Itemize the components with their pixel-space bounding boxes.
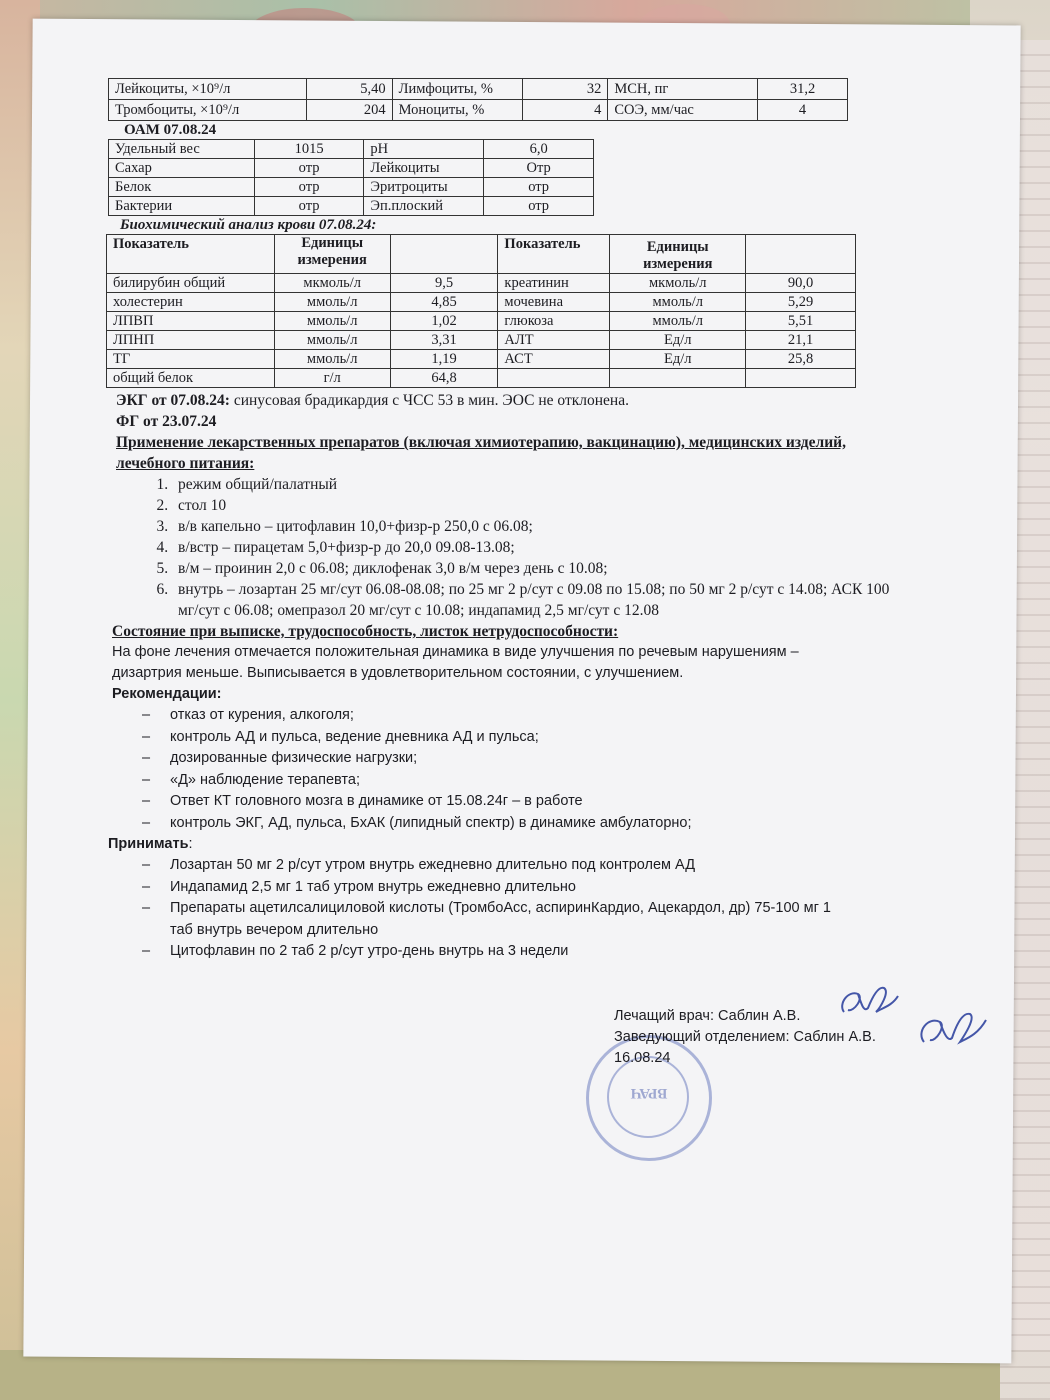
- table-row: холестерин ммоль/л 4,85 мочевина ммоль/л 5,29: [107, 293, 856, 312]
- document-content: [104, 78, 890, 963]
- ekg-line: [116, 390, 884, 411]
- signature-doctor: [834, 978, 904, 1022]
- list-item: – контроль АД и пульса, ведение дневника АД и пульса;: [142, 727, 884, 749]
- treatment-list: [104, 474, 912, 621]
- blood-table: [108, 78, 848, 121]
- take-colon: :: [188, 836, 193, 852]
- table-row: Удельный вес 1015 pH 6,0: [109, 140, 594, 159]
- table-row: Лейкоциты, ×10⁹/л 5,40 Лимфоциты, % 32 МСН, пг 31,2: [109, 79, 848, 100]
- recommend-list: [104, 705, 884, 834]
- head-line: Заведующий отделением: Саблин А.В.: [614, 1029, 876, 1045]
- stamp-text: ВРАЧ: [630, 1085, 668, 1101]
- table-row: Белок отр Эритроциты отр: [109, 178, 594, 197]
- table-header-row: Показатель Единицы измерения Показатель Единицы измерения: [107, 235, 856, 274]
- discharge-text: На фоне лечения отмечается положительная динамика в виде улучшения по речевым нарушениям – дизартрия меньше. Выписывается в удовлетворительном состоянии, с улучшением.: [112, 644, 799, 681]
- take-title: Принимать: [108, 836, 189, 852]
- list-item: – дозированные физические нагрузки;: [142, 748, 884, 770]
- table-row: Сахар отр Лейкоциты Отр: [109, 159, 594, 178]
- ekg-text: синусовая брадикардия с ЧСС 53 в мин. ЭОС не отклонена.: [229, 392, 629, 409]
- list-item: – Лозартан 50 мг 2 р/сут утром внутрь ежедневно длительно под контролем АД: [142, 855, 842, 877]
- oam-title: ОАМ 07.08.24: [124, 122, 217, 138]
- list-item: – Индапамид 2,5 мг 1 таб утром внутрь ежедневно длительно: [142, 877, 842, 899]
- bio-title: Биохимический анализ крови 07.08.24:: [120, 217, 377, 233]
- table-row: ЛПВП ммоль/л 1,02 глюкоза ммоль/л 5,51: [107, 312, 856, 331]
- table-row: ТГ ммоль/л 1,19 АСТ Ед/л 25,8: [107, 350, 856, 369]
- list-item: – «Д» наблюдение терапевта;: [142, 770, 884, 792]
- ekg-label: ЭКГ от 07.08.24:: [116, 392, 230, 409]
- doctor-line: Лечащий врач: Саблин А.В.: [614, 1008, 801, 1024]
- list-item: 6. внутрь – лозартан 25 мг/сут 06.08-08.08; по 25 мг 2 р/сут с 09.08 по 15.08; по 50 мг 2 р/сут с 14.08; АСК 100 мг/сут с 06.08; омепразол 20 мг/сут с 10.08; индапамид 2,5 мг/сут с 12.08: [172, 579, 912, 621]
- fg-line: ФГ от 23.07.24: [116, 413, 217, 430]
- table-row: ЛПНП ммоль/л 3,31 АЛТ Ед/л 21,1: [107, 331, 856, 350]
- list-item: 1. режим общий/палатный: [172, 474, 912, 495]
- list-item: – Цитофлавин по 2 таб 2 р/сут утро-день внутрь на 3 недели: [142, 941, 842, 963]
- discharge-title: Состояние при выписке, трудоспособность, листок нетрудоспособности:: [112, 623, 619, 640]
- take-list: [104, 855, 842, 963]
- list-item: 4. в/встр – пирацетам 5,0+физр-р до 20,0 09.08-13.08;: [172, 537, 912, 558]
- recommend-title: Рекомендации:: [112, 686, 222, 702]
- table-row: общий белок г/л 64,8: [107, 369, 856, 388]
- table-row: билирубин общий мкмоль/л 9,5 креатинин мкмоль/л 90,0: [107, 274, 856, 293]
- list-item: – Ответ КТ головного мозга в динамике от 15.08.24г – в работе: [142, 791, 884, 813]
- signature-head: [914, 1002, 990, 1054]
- list-item: 5. в/м – проинин 2,0 с 06.08; диклофенак 3,0 в/м через день с 10.08;: [172, 558, 912, 579]
- date-line: 16.08.24: [614, 1050, 671, 1066]
- list-item: 3. в/в капельно – цитофлавин 10,0+физр-р 250,0 с 06.08;: [172, 516, 912, 537]
- take-line: [108, 834, 884, 855]
- list-item: 2. стол 10: [172, 495, 912, 516]
- table-row: Тромбоциты, ×10⁹/л 204 Моноциты, % 4 СОЭ, мм/час 4: [109, 100, 848, 121]
- list-item: – отказ от курения, алкоголя;: [142, 705, 884, 727]
- bio-table: [106, 234, 856, 388]
- oam-table: [108, 139, 594, 216]
- treatment-title: Применение лекарственных препаратов (включая химиотерапию, вакцинацию), медицинских изделий, лечебного питания:: [116, 434, 846, 472]
- table-row: Бактерии отр Эп.плоский отр: [109, 197, 594, 216]
- list-item: – Препараты ацетилсалициловой кислоты (ТромбоАсс, аспиринКардио, Ацекардол, др) 75-100 мг 1 таб внутрь вечером длительно: [142, 898, 842, 941]
- list-item: – контроль ЭКГ, АД, пульса, БхАК (липидный спектр) в динамике амбулаторно;: [142, 813, 884, 835]
